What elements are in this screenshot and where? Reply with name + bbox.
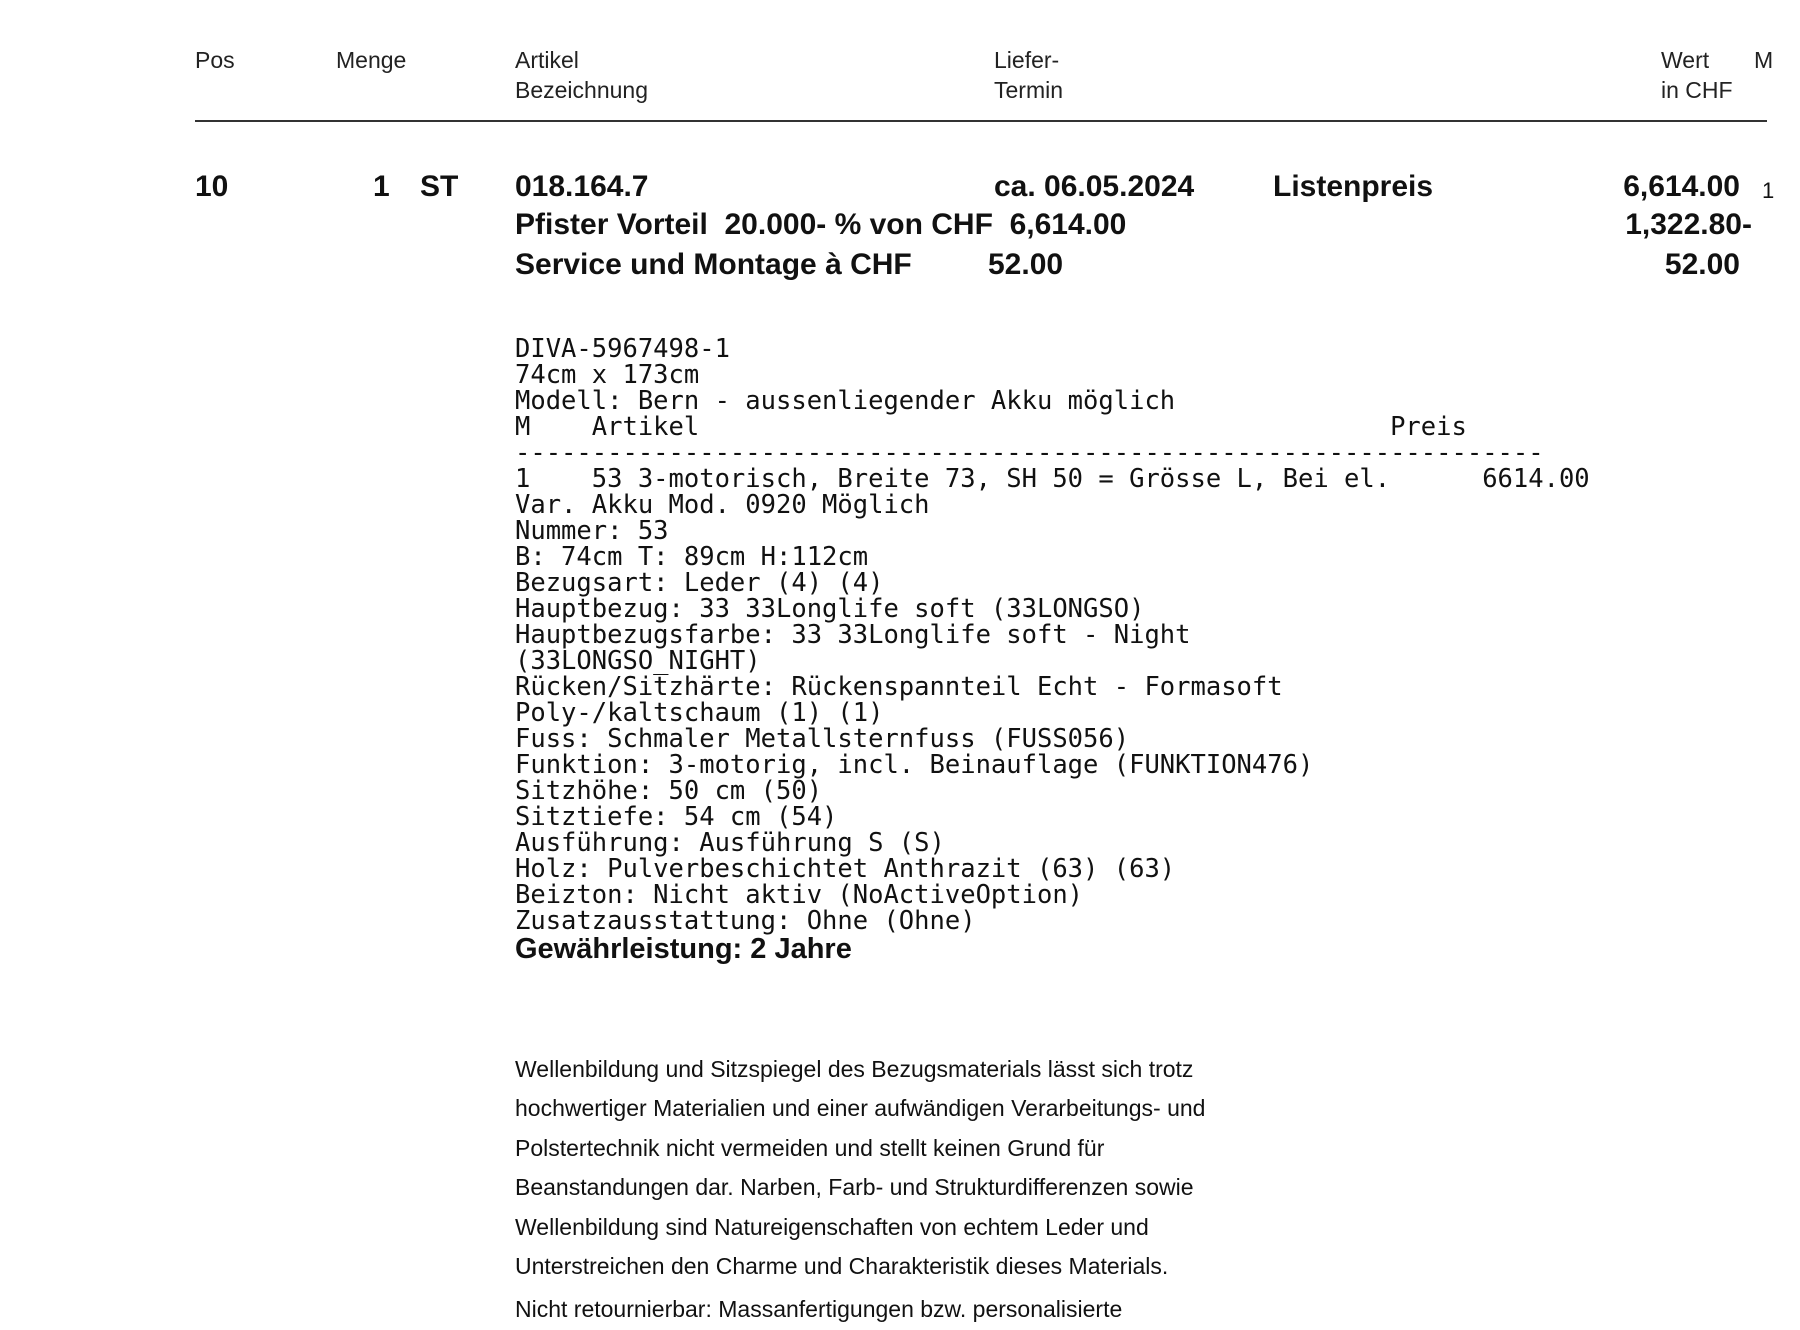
spec-line: Sitzhöhe: 50 cm (50) [515, 776, 823, 806]
header-termin: Termin [994, 77, 1064, 103]
position-number: 10 [195, 170, 229, 203]
warranty-heading: Gewährleistung: 2 Jahre [515, 933, 852, 965]
article-number: 018.164.7 [515, 170, 649, 203]
spec-line: Fuss: Schmaler Metallsternfuss (FUSS056) [515, 724, 1130, 754]
position-quantity: 1 [373, 170, 390, 203]
header-bezeichnung: Bezeichnung [515, 77, 648, 103]
service-price: 52.00 [988, 248, 1064, 281]
spec-line: Modell: Bern - aussenliegender Akku möglich [515, 386, 1176, 416]
spec-line: 74cm x 173cm [515, 360, 700, 390]
header-menge: Menge [336, 47, 407, 73]
spec-line: Holz: Pulverbeschichtet Anthrazit (63) (63) [515, 854, 1176, 884]
notice-paragraph [515, 1010, 1205, 1326]
notice-line: Unterstreichen den Charme und Charakteristik dieses Materials. [515, 1253, 1169, 1279]
delivery-date: ca. 06.05.2024 [994, 170, 1195, 203]
list-price-value: 6,614.00 [1623, 170, 1740, 203]
header-in-chf: in CHF [1661, 77, 1733, 103]
spec-line: Zusatzausstattung: Ohne (Ohne) [515, 906, 976, 936]
spec-column-header: M Artikel Preis [515, 412, 1467, 442]
service-label: Service und Montage à CHF [515, 248, 912, 281]
spec-line: DIVA-5967498-1 [515, 334, 730, 364]
spec-item-line: 1 53 3-motorisch, Breite 73, SH 50 = Grösse L, Bei el. 6614.00 [515, 464, 1590, 494]
notice-line: Beanstandungen dar. Narben, Farb- und Strukturdifferenzen sowie [515, 1174, 1194, 1200]
header-divider [195, 120, 1767, 122]
spec-separator: ------------------------------------------------------------------- [515, 438, 1544, 468]
spec-line: Nummer: 53 [515, 516, 669, 546]
spec-line: Ausführung: Ausführung S (S) [515, 828, 945, 858]
spec-line: Poly-/kaltschaum (1) (1) [515, 698, 884, 728]
spec-line: Hauptbezugsfarbe: 33 33Longlife soft - Night [515, 620, 1191, 650]
discount-value: 1,322.80- [1625, 208, 1752, 241]
spec-line: Sitztiefe: 54 cm (54) [515, 802, 838, 832]
header-pos: Pos [195, 47, 235, 73]
spec-line: (33LONGSO_NIGHT) [515, 646, 761, 676]
header-liefer: Liefer- [994, 47, 1060, 73]
spec-line: Var. Akku Mod. 0920 Möglich [515, 490, 930, 520]
spec-block [515, 310, 1590, 960]
notice-line: Polstertechnik nicht vermeiden und stellt keinen Grund für [515, 1134, 1105, 1161]
notice-line: Wellenbildung sind Natureigenschaften von echtem Leder und [515, 1213, 1149, 1240]
spec-line: Beizton: Nicht aktiv (NoActiveOption) [515, 880, 1084, 910]
position-unit: ST [420, 170, 459, 203]
spec-line: Hauptbezug: 33 33Longlife soft (33LONGSO) [515, 594, 1145, 624]
discount-text: Pfister Vorteil 20.000- % von CHF 6,614.00 [515, 208, 1127, 241]
spec-line: Rücken/Sitzhärte: Rückenspannteil Echt - Formasoft [515, 672, 1283, 702]
non-returnable-notice: Nicht retournierbar: Massanfertigungen bzw. personalisierte [515, 1296, 1123, 1322]
header-artikel: Artikel [515, 47, 579, 73]
header-wert: Wert [1661, 47, 1710, 73]
list-price-label: Listenpreis [1273, 170, 1434, 203]
notice-line: hochwertiger Materialien und einer aufwändigen Verarbeitungs- und [515, 1095, 1206, 1121]
spec-line: B: 74cm T: 89cm H:112cm [515, 542, 869, 572]
m-value: 1 [1762, 178, 1775, 203]
header-m: M [1754, 47, 1774, 73]
service-value: 52.00 [1664, 248, 1740, 281]
spec-line: Funktion: 3-motorig, incl. Beinauflage (FUNKTION476) [515, 750, 1314, 780]
spec-line: Bezugsart: Leder (4) (4) [515, 568, 884, 598]
notice-line: Wellenbildung und Sitzspiegel des Bezugsmaterials lässt sich trotz [515, 1055, 1194, 1082]
